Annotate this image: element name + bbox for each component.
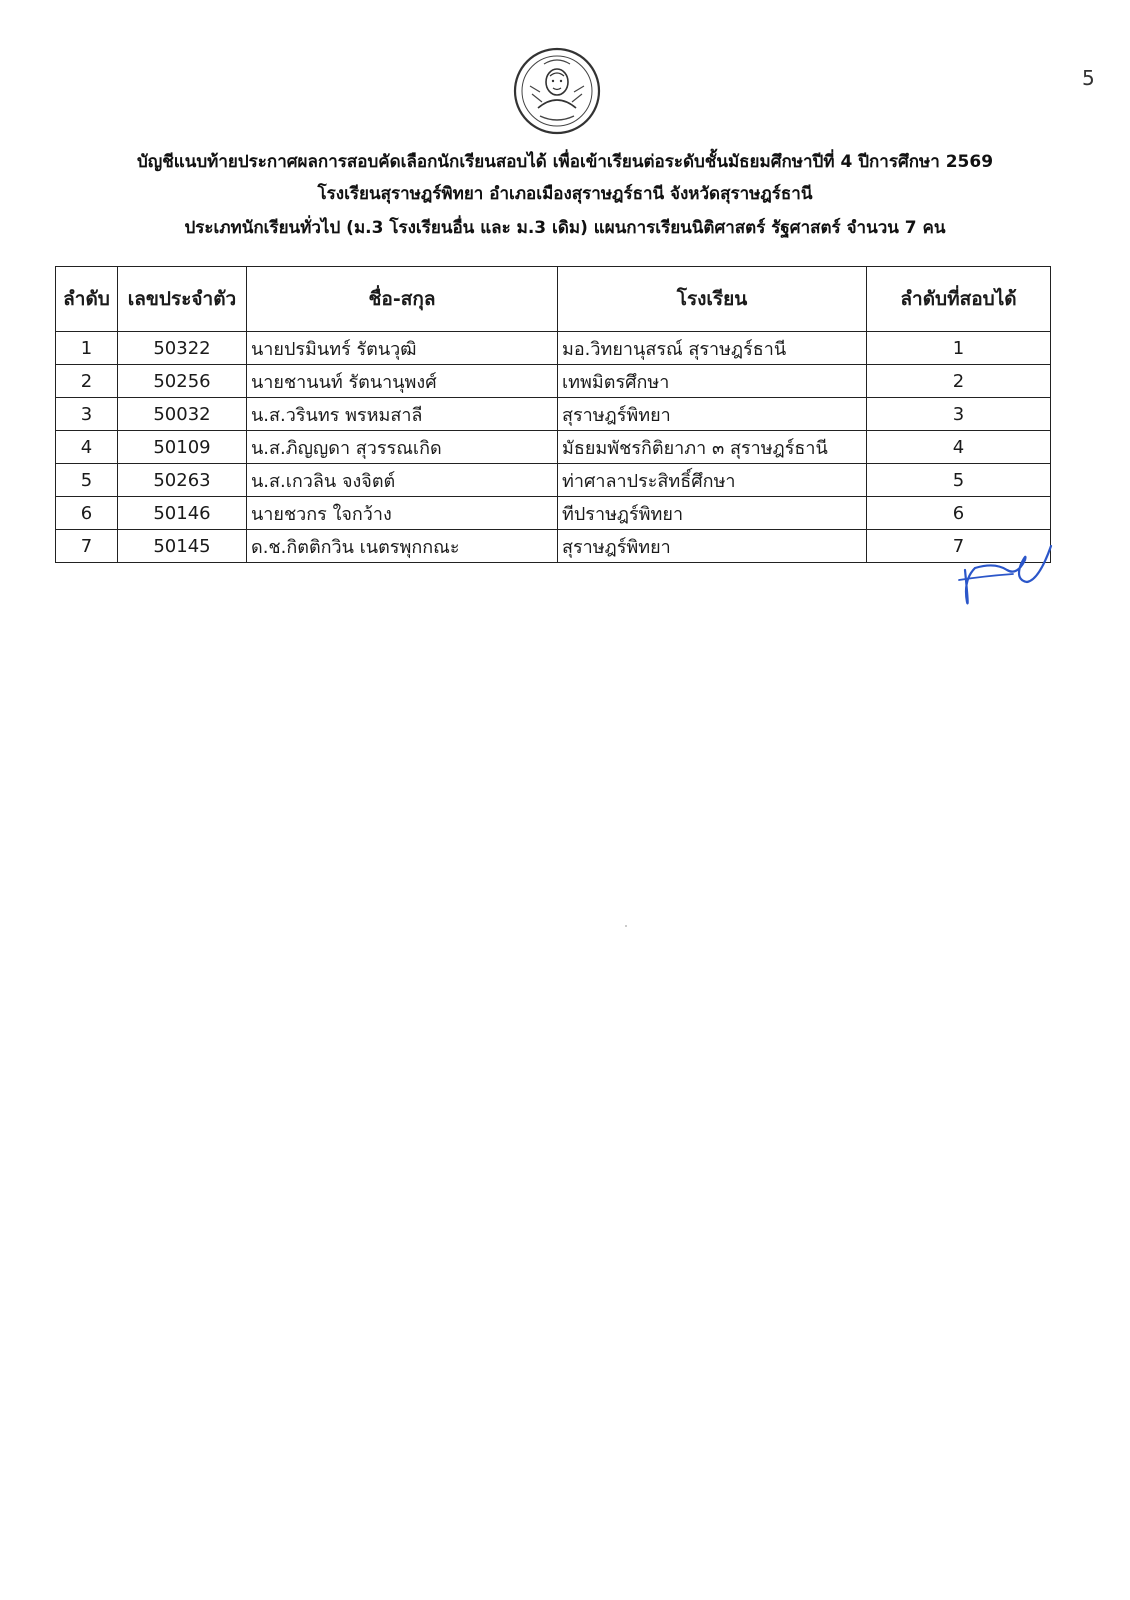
page-number: 5	[1082, 66, 1095, 90]
handwritten-signature	[955, 540, 1065, 620]
table-row	[56, 464, 1051, 497]
col-header-name: ชื่อ-สกุล	[247, 267, 558, 332]
cell-rank: 7	[867, 530, 1051, 563]
cell-school: ท่าศาลาประสิทธิ์ศึกษา	[558, 464, 867, 497]
cell-rank: 1	[867, 332, 1051, 365]
cell-order: 2	[56, 365, 118, 398]
cell-id: 50145	[118, 530, 247, 563]
scan-speck	[625, 925, 627, 927]
cell-name: นายปรมินทร์ รัตนวุฒิ	[247, 332, 558, 365]
cell-name: น.ส.เกวลิน จงจิตต์	[247, 464, 558, 497]
col-header-school: โรงเรียน	[558, 267, 867, 332]
cell-order: 5	[56, 464, 118, 497]
cell-name: นายชวกร ใจกว้าง	[247, 497, 558, 530]
cell-name: ด.ช.กิตติกวิน เนตรพุกกณะ	[247, 530, 558, 563]
school-seal-logo	[512, 46, 602, 136]
cell-order: 6	[56, 497, 118, 530]
cell-order: 4	[56, 431, 118, 464]
category-line: ประเภทนักเรียนทั่วไป (ม.3 โรงเรียนอื่น และ ม.3 เดิม) แผนการเรียนนิติศาสตร์ รัฐศาสตร์ จำนวน 7 คน	[184, 218, 946, 238]
cell-id: 50263	[118, 464, 247, 497]
cell-id: 50146	[118, 497, 247, 530]
cell-name: น.ส.วรินทร พรหมสาลี	[247, 398, 558, 431]
col-header-order: ลำดับ	[56, 267, 118, 332]
cell-school: สุราษฎร์พิทยา	[558, 530, 867, 563]
cell-id: 50322	[118, 332, 247, 365]
cell-school: มัธยมพัชรกิติยาภา ๓ สุราษฎร์ธานี	[558, 431, 867, 464]
table-row	[56, 530, 1051, 563]
cell-name: น.ส.ภิญญดา สุวรรณเกิด	[247, 431, 558, 464]
table-row	[56, 431, 1051, 464]
cell-rank: 6	[867, 497, 1051, 530]
col-header-rank: ลำดับที่สอบได้	[867, 267, 1051, 332]
cell-id: 50032	[118, 398, 247, 431]
table-row	[56, 332, 1051, 365]
cell-order: 7	[56, 530, 118, 563]
cell-school: มอ.วิทยานุสรณ์ สุราษฎร์ธานี	[558, 332, 867, 365]
cell-rank: 4	[867, 431, 1051, 464]
cell-rank: 5	[867, 464, 1051, 497]
results-table	[55, 266, 1051, 563]
cell-id: 50256	[118, 365, 247, 398]
cell-order: 3	[56, 398, 118, 431]
table-row	[56, 497, 1051, 530]
school-line: โรงเรียนสุราษฎร์พิทยา อำเภอเมืองสุราษฎร์ธานี จังหวัดสุราษฎร์ธานี	[317, 184, 813, 204]
cell-school: สุราษฎร์พิทยา	[558, 398, 867, 431]
cell-school: เทพมิตรศึกษา	[558, 365, 867, 398]
cell-order: 1	[56, 332, 118, 365]
document-title: บัญชีแนบท้ายประกาศผลการสอบคัดเลือกนักเรียนสอบได้ เพื่อเข้าเรียนต่อระดับชั้นมัธยมศึกษาปีที่ 4 ปีการศึกษา 2569	[136, 152, 994, 172]
cell-rank: 2	[867, 365, 1051, 398]
col-header-id: เลขประจำตัว	[118, 267, 247, 332]
table-header-row	[56, 267, 1051, 332]
cell-id: 50109	[118, 431, 247, 464]
cell-school: ทีปราษฎร์พิทยา	[558, 497, 867, 530]
table-row	[56, 398, 1051, 431]
cell-name: นายชานนท์ รัตนานุพงศ์	[247, 365, 558, 398]
table-row	[56, 365, 1051, 398]
cell-rank: 3	[867, 398, 1051, 431]
